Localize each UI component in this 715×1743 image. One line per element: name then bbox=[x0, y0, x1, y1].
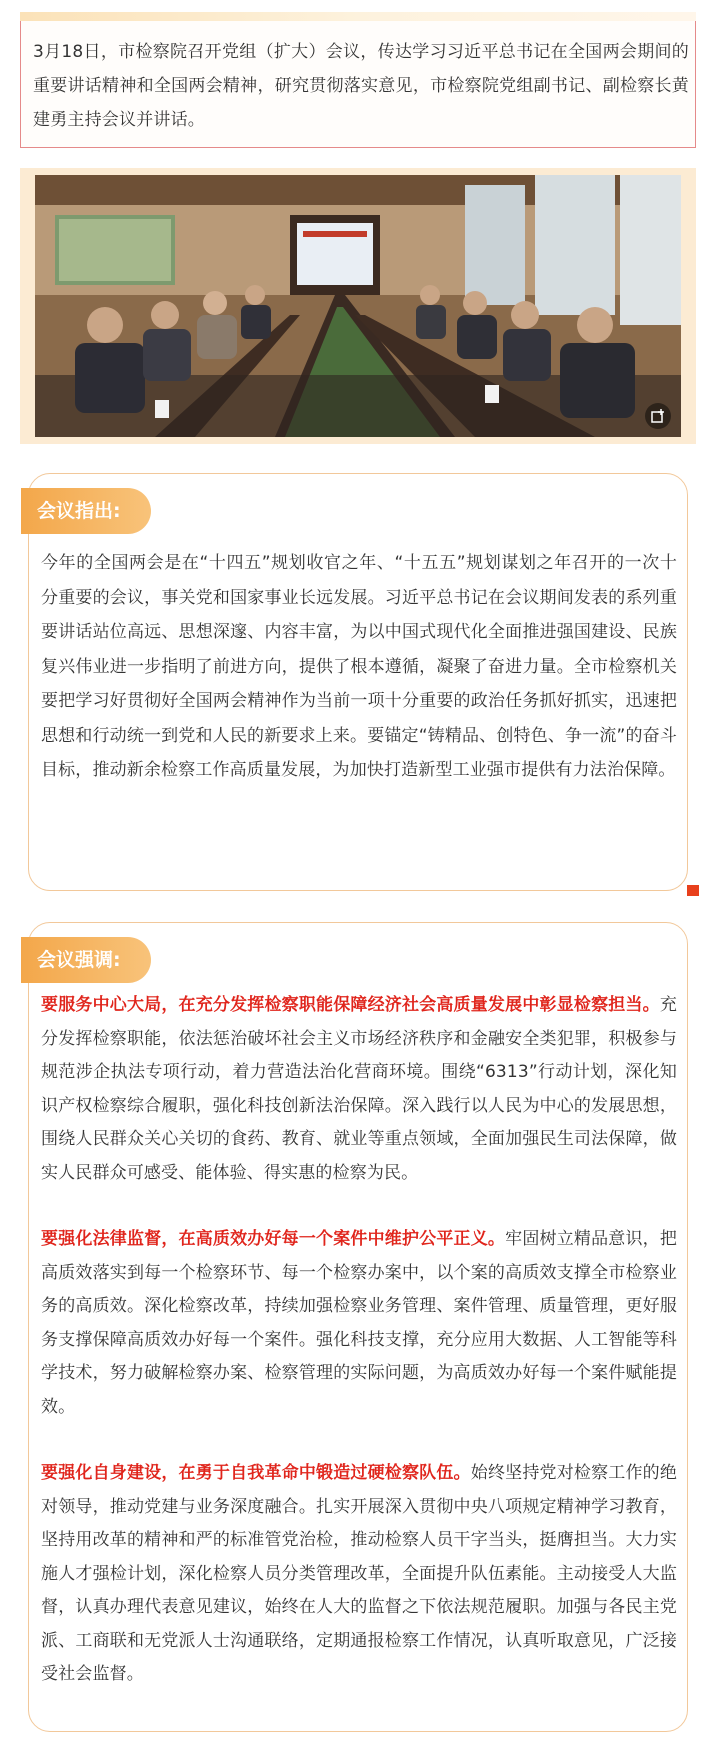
paragraph bbox=[41, 1457, 677, 1692]
section-body bbox=[41, 989, 677, 1725]
section-title: 会议指出: bbox=[21, 488, 151, 534]
section-body: 今年的全国两会是在“十四五”规划收官之年、“十五五”规划谋划之年召开的一次十分重要的会议，事关党和国家事业长远发展。习近平总书记在会议期间发表的系列重要讲话站位高远、思想深邃、内容丰富，为以中国式现代化全面推进强国建设、民族复兴伟业进一步指明了前进方向，提供了根本遵循，凝聚了奋进力量。全市检察机关要把学习好贯彻好全国两会精神作为当前一项十分重要的政治任务抓好抓实，迅速把思想和行动统一到党和人民的新要求上来。要锚定“铸精品、创特色、争一流”的奋斗目标，推动新余检察工作高质量发展，为加快打造新型工业强市提供有力法治保障。 bbox=[41, 553, 677, 780]
paragraph-lead: 要服务中心大局，在充分发挥检察职能保障经济社会高质量发展中彰显检察担当。 bbox=[41, 995, 660, 1015]
share-glyph bbox=[651, 409, 665, 423]
meeting-photo-illustration bbox=[35, 175, 681, 437]
section-title: 会议强调: bbox=[21, 937, 151, 983]
paragraph-lead: 要强化法律监督，在高质效办好每一个案件中维护公平正义。 bbox=[41, 1229, 506, 1249]
image-share-icon[interactable] bbox=[645, 403, 671, 429]
paragraph-text: 充分发挥检察职能，依法惩治破坏社会主义市场经济秩序和金融安全类犯罪，积极参与规范涉企执法专项行动，着力营造法治化营商环境。围绕“6313”行动计划，深化知识产权检察综合履职，强化科技创新法治保障。深入践行以人民为中心的发展思想，围绕人民群众关心关切的食药、教育、就业等重点领域，全面加强民生司法保障，做实人民群众可感受、能体验、得实惠的检察为民。 bbox=[41, 995, 677, 1183]
intro-box bbox=[20, 12, 696, 148]
section-meeting-points bbox=[28, 473, 688, 891]
meeting-photo[interactable] bbox=[35, 175, 681, 437]
paragraph bbox=[41, 1223, 677, 1424]
paragraph-text: 始终坚持党对检察工作的绝对领导，推动党建与业务深度融合。扎实开展深入贯彻中央八项规定精神学习教育，坚持用改革的精神和严的标准管党治检，推动检察人员干字当头，挺膺担当。大力实施人才强检计划，深化检察人员分类管理改革，全面提升队伍素能。主动接受人大监督，认真办理代表意见建议，始终在人大的监督之下依法规范履职。加强与各民主党派、工商联和无党派人士沟通联络，定期通报检察工作情况，认真听取意见，广泛接受社会监督。 bbox=[41, 1463, 677, 1684]
intro-text: 3月18日，市检察院召开党组（扩大）会议，传达学习习近平总书记在全国两会期间的重要讲话精神和全国两会精神，研究贯彻落实意见，市检察院党组副书记、副检察长黄建勇主持会议并讲话。 bbox=[33, 42, 689, 130]
paragraph bbox=[41, 989, 677, 1190]
photo-frame bbox=[20, 168, 696, 444]
intro-top-strip bbox=[20, 12, 696, 21]
paragraph-lead: 要强化自身建设，在勇于自我革命中锻造过硬检察队伍。 bbox=[41, 1463, 471, 1483]
paragraph-text: 牢固树立精品意识，把高质效落实到每一个检察环节、每一个检察办案中，以个案的高质效支撑全市检察业务的高质效。深化检察改革，持续加强检察业务管理、案件管理、质量管理，更好服务支撑保障高质效办好每一个案件。强化科技支撑，充分应用大数据、人工智能等科学技术，努力破解检察办案、检察管理的实际问题，为高质效办好每一个案件赋能提效。 bbox=[41, 1229, 677, 1417]
section-meeting-emphasis bbox=[28, 922, 688, 1732]
corner-mark bbox=[687, 885, 699, 896]
